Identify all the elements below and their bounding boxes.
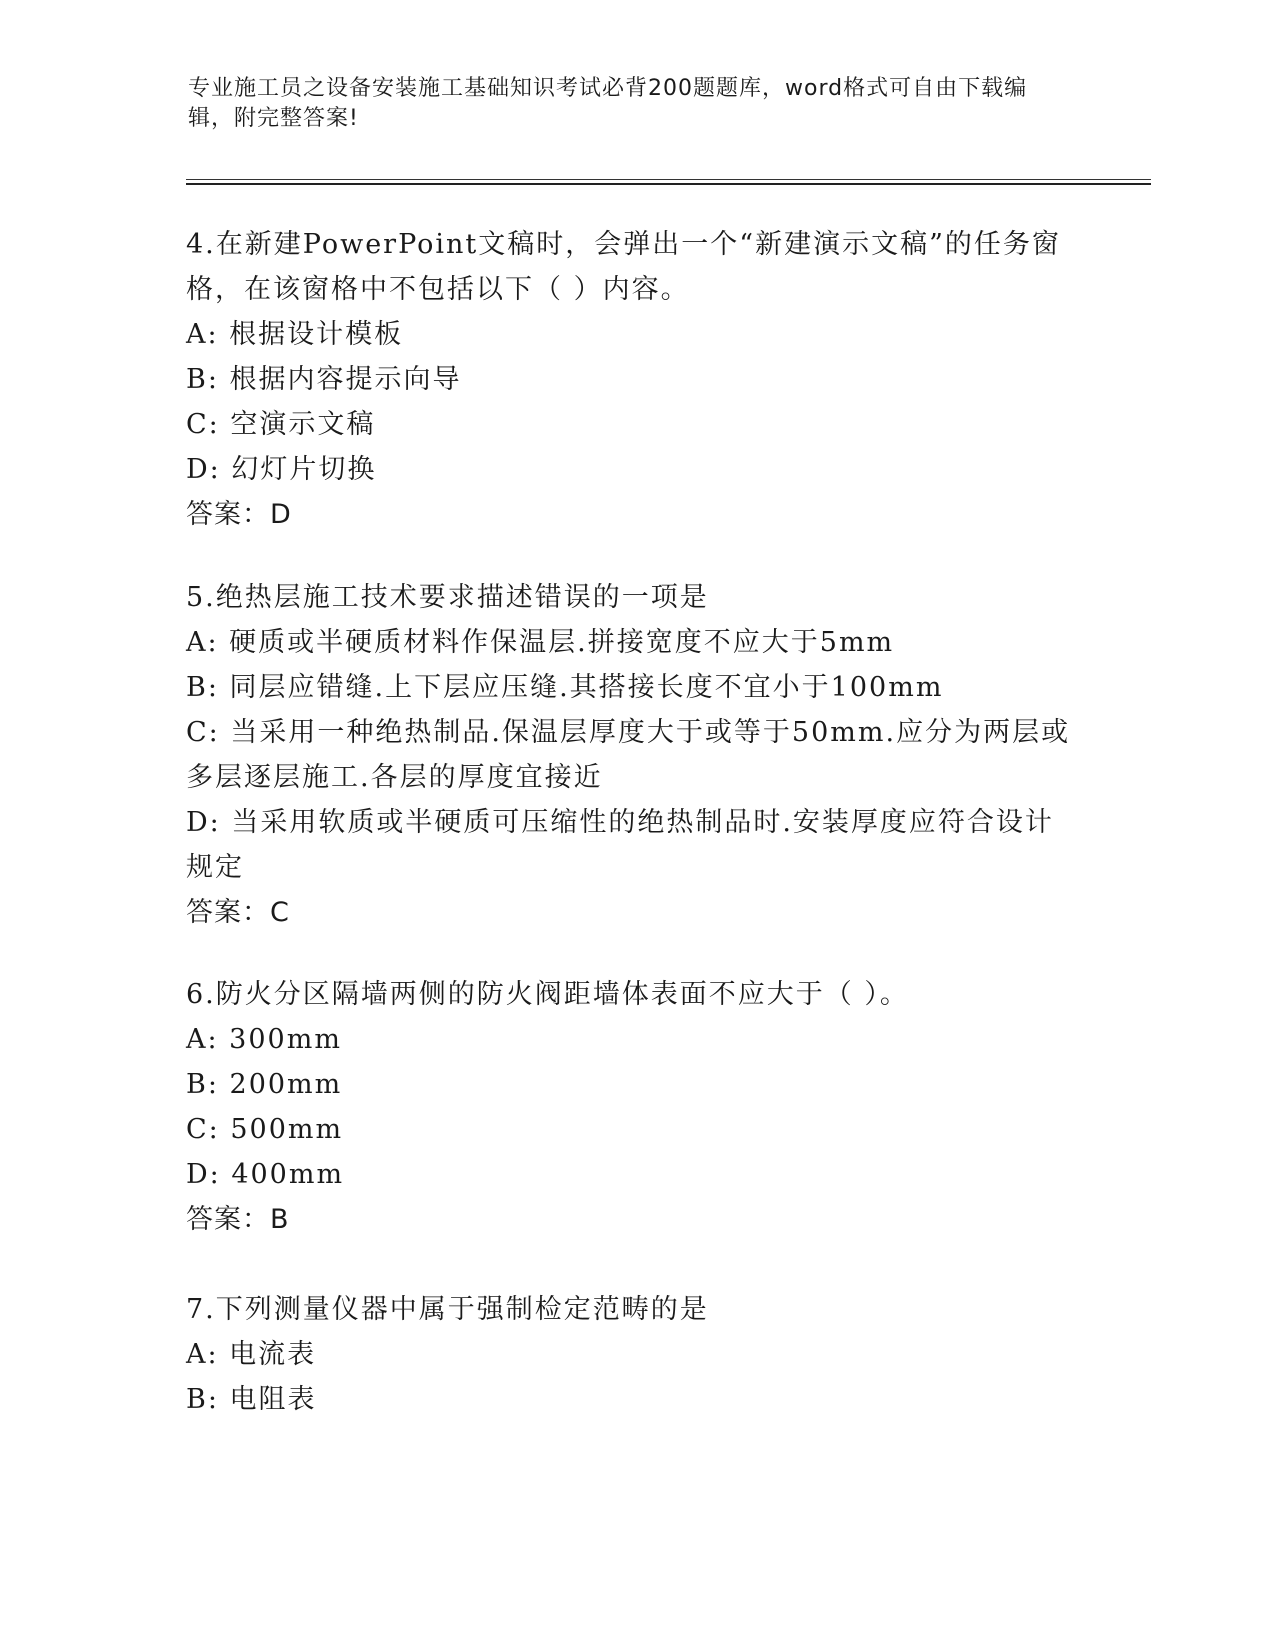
option-c: C: 当采用一种绝热制品.保温层厚度大于或等于50mm.应分为两层或多层逐层施工.各层的厚度宜接近 <box>186 717 1071 793</box>
answer: 答案：D <box>186 499 292 530</box>
question-4 <box>186 222 1086 537</box>
option-a: A: 硬质或半硬质材料作保温层.拼接宽度不应大于5mm <box>186 627 895 658</box>
option-b: B: 根据内容提示向导 <box>186 364 462 395</box>
option-c: C: 500mm <box>186 1114 344 1145</box>
option-d: D: 当采用软质或半硬质可压缩性的绝热制品时.安装厚度应符合设计规定 <box>186 807 1054 883</box>
option-a: A: 根据设计模板 <box>186 319 404 350</box>
option-b: B: 200mm <box>186 1069 343 1100</box>
option-a: A: 300mm <box>186 1024 342 1055</box>
option-b: B: 电阻表 <box>186 1384 317 1415</box>
question-5 <box>186 575 1086 935</box>
question-7 <box>186 1287 1086 1422</box>
option-b: B: 同层应错缝.上下层应压缝.其搭接长度不宜小于100mm <box>186 672 944 703</box>
header-divider-thin <box>186 179 1151 180</box>
option-d: D: 幻灯片切换 <box>186 454 377 485</box>
option-c: C: 空演示文稿 <box>186 409 376 440</box>
question-stem: 6.防火分区隔墙两侧的防火阀距墙体表面不应大于（ ）。 <box>186 979 909 1010</box>
option-d: D: 400mm <box>186 1159 345 1190</box>
question-6 <box>186 972 1086 1242</box>
document-header: 专业施工员之设备安装施工基础知识考试必背200题题库，word格式可自由下载编辑，附完整答案! <box>188 76 1028 131</box>
question-stem: 5.绝热层施工技术要求描述错误的一项是 <box>186 582 709 613</box>
answer: 答案：B <box>186 1204 290 1235</box>
answer: 答案：C <box>186 897 290 928</box>
option-a: A: 电流表 <box>186 1339 317 1370</box>
header-divider-thick <box>186 183 1151 185</box>
question-stem: 4.在新建PowerPoint文稿时，会弹出一个“新建演示文稿”的任务窗格，在该窗格中不包括以下（ ）内容。 <box>186 229 1061 305</box>
question-stem: 7.下列测量仪器中属于强制检定范畴的是 <box>186 1294 709 1325</box>
